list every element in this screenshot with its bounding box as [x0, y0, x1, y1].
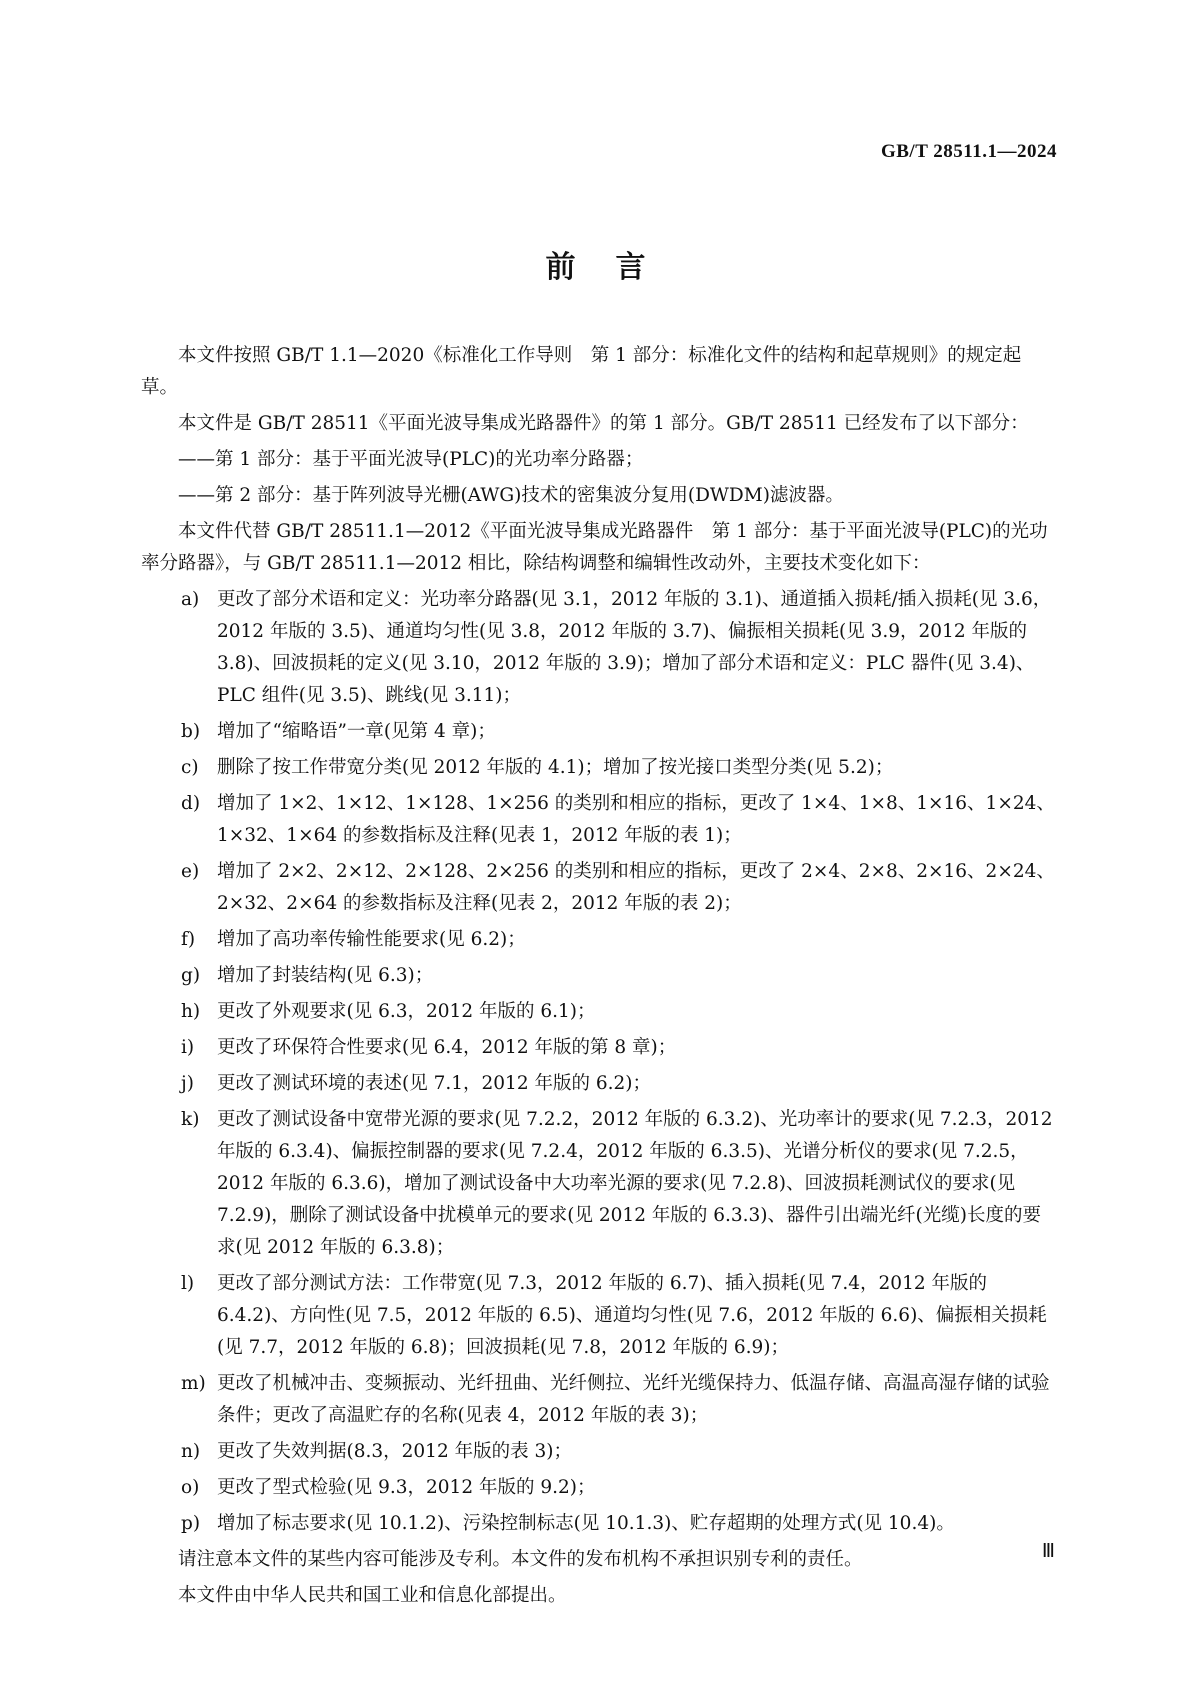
- changes-list: [141, 584, 1055, 1540]
- change-item: [141, 584, 1055, 712]
- change-item: [141, 1472, 1055, 1504]
- change-text: 增加了高功率传输性能要求(见 6.2)；: [217, 929, 526, 950]
- page-title: 前言: [545, 250, 686, 285]
- change-label: i): [181, 1037, 195, 1058]
- change-label: m): [181, 1373, 206, 1394]
- change-label: d): [181, 793, 201, 814]
- change-text: 更改了机械冲击、变频振动、光纤扭曲、光纤侧拉、光纤光缆保持力、低温存储、高温高湿存储的试验条件；更改了高温贮存的名称(见表 4，2012 年版的表 3)；: [217, 1373, 1050, 1426]
- change-label: p): [181, 1513, 201, 1534]
- change-text: 更改了测试环境的表述(见 7.1，2012 年版的 6.2)；: [217, 1073, 652, 1094]
- change-text: 更改了外观要求(见 6.3，2012 年版的 6.1)；: [217, 1001, 596, 1022]
- change-item: [141, 1032, 1055, 1064]
- change-item: [141, 996, 1055, 1028]
- paragraph-replacement: 本文件代替 GB/T 28511.1—2012《平面光波导集成光路器件 第 1 部分：基于平面光波导(PLC)的光功率分路器》，与 GB/T 28511.1—2012 相比，除结构调整和编辑性改动外，主要技术变化如下：: [141, 521, 1048, 574]
- change-label: k): [181, 1109, 200, 1130]
- change-text: 增加了封装结构(见 6.3)；: [217, 965, 434, 986]
- page-number: Ⅲ: [1041, 1541, 1055, 1562]
- change-item: [141, 1104, 1055, 1264]
- change-text: 更改了环保符合性要求(见 6.4，2012 年版的第 8 章)；: [217, 1037, 677, 1058]
- change-label: o): [181, 1477, 200, 1498]
- standard-code: GB/T 28511.1—2024: [880, 141, 1057, 162]
- change-text: 增加了 1×2、1×12、1×128、1×256 的类别和相应的指标，更改了 1×4、1×8、1×16、1×24、1×32、1×64 的参数指标及注释(见表 1，2012 年版的表 1)；: [217, 793, 1055, 846]
- change-label: c): [181, 757, 199, 778]
- change-item: [141, 788, 1055, 852]
- document-body: [141, 340, 1055, 1616]
- part-list-item: ——第 1 部分：基于平面光波导(PLC)的光功率分路器；: [178, 449, 644, 470]
- change-label: l): [181, 1273, 195, 1294]
- change-label: f): [181, 929, 196, 950]
- paragraph-proposer: 本文件由中华人民共和国工业和信息化部提出。: [178, 1585, 567, 1606]
- paragraph-patent-notice: 请注意本文件的某些内容可能涉及专利。本文件的发布机构不承担识别专利的责任。: [178, 1549, 863, 1570]
- paragraph-series-info: 本文件是 GB/T 28511《平面光波导集成光路器件》的第 1 部分。GB/T 28511 已经发布了以下部分：: [178, 413, 1029, 434]
- change-text: 增加了 2×2、2×12、2×128、2×256 的类别和相应的指标，更改了 2×4、2×8、2×16、2×24、2×32、2×64 的参数指标及注释(见表 2，2012 年版的表 2)；: [217, 861, 1055, 914]
- change-item: [141, 716, 1055, 748]
- change-item: [141, 1368, 1055, 1432]
- part-list-item: ——第 2 部分：基于阵列波导光栅(AWG)技术的密集波分复用(DWDM)滤波器。: [178, 485, 844, 506]
- change-text: 更改了部分术语和定义：光功率分路器(见 3.1，2012 年版的 3.1)、通道插入损耗/插入损耗(见 3.6，2012 年版的 3.5)、通道均匀性(见 3.8，2012 年版的 3.7)、偏振相关损耗(见 3.9，2012 年版的 3.8)、回波损耗的定义(见 3.10，2012 年版的 3.9)；增加了部分术语和定义：PLC 器件(见 3.4)、PLC 组件(见 3.5)、跳线(见 3.11)；: [217, 589, 1052, 706]
- change-label: n): [181, 1441, 201, 1462]
- change-item: [141, 1436, 1055, 1468]
- paragraph-drafting-basis: 本文件按照 GB/T 1.1—2020《标准化工作导则 第 1 部分：标准化文件的结构和起草规则》的规定起草。: [141, 345, 1022, 398]
- change-item: [141, 924, 1055, 956]
- change-text: 更改了型式检验(见 9.3，2012 年版的 9.2)；: [217, 1477, 596, 1498]
- change-label: j): [181, 1073, 194, 1094]
- change-text: 更改了失效判据(8.3，2012 年版的表 3)；: [217, 1441, 572, 1462]
- change-text: 更改了测试设备中宽带光源的要求(见 7.2.2，2012 年版的 6.3.2)、光功率计的要求(见 7.2.3，2012 年版的 6.3.4)、偏振控制器的要求(见 7.2.4，2012 年版的 6.3.5)、光谱分析仪的要求(见 7.2.5，2012 年版的 6.3.6)，增加了测试设备中大功率光源的要求(见 7.2.8)、回波损耗测试仪的要求(见 7.2.9)，删除了测试设备中扰模单元的要求(见 2012 年版的 6.3.3)、器件引出端光纤(光缆)长度的要求(见 2012 年版的 6.3.8)；: [217, 1109, 1053, 1258]
- change-item: [141, 1268, 1055, 1364]
- change-item: [141, 1068, 1055, 1100]
- change-text: 增加了“缩略语”一章(见第 4 章)；: [217, 721, 496, 742]
- change-item: [141, 752, 1055, 784]
- change-text: 删除了按工作带宽分类(见 2012 年版的 4.1)；增加了按光接口类型分类(见 5.2)；: [217, 757, 894, 778]
- change-text: 更改了部分测试方法：工作带宽(见 7.3，2012 年版的 6.7)、插入损耗(见 7.4，2012 年版的 6.4.2)、方向性(见 7.5，2012 年版的 6.5)、通道均匀性(见 7.6，2012 年版的 6.6)、偏振相关损耗(见 7.7，2012 年版的 6.8)；回波损耗(见 7.8，2012 年版的 6.9)；: [217, 1273, 1047, 1358]
- change-item: [141, 1508, 1055, 1540]
- change-label: h): [181, 1001, 201, 1022]
- change-label: b): [181, 721, 201, 742]
- change-label: a): [181, 589, 200, 610]
- change-label: g): [181, 965, 201, 986]
- change-label: e): [181, 861, 200, 882]
- change-item: [141, 960, 1055, 992]
- change-text: 增加了标志要求(见 10.1.2)、污染控制标志(见 10.1.3)、贮存超期的处理方式(见 10.4)。: [217, 1513, 955, 1534]
- change-item: [141, 856, 1055, 920]
